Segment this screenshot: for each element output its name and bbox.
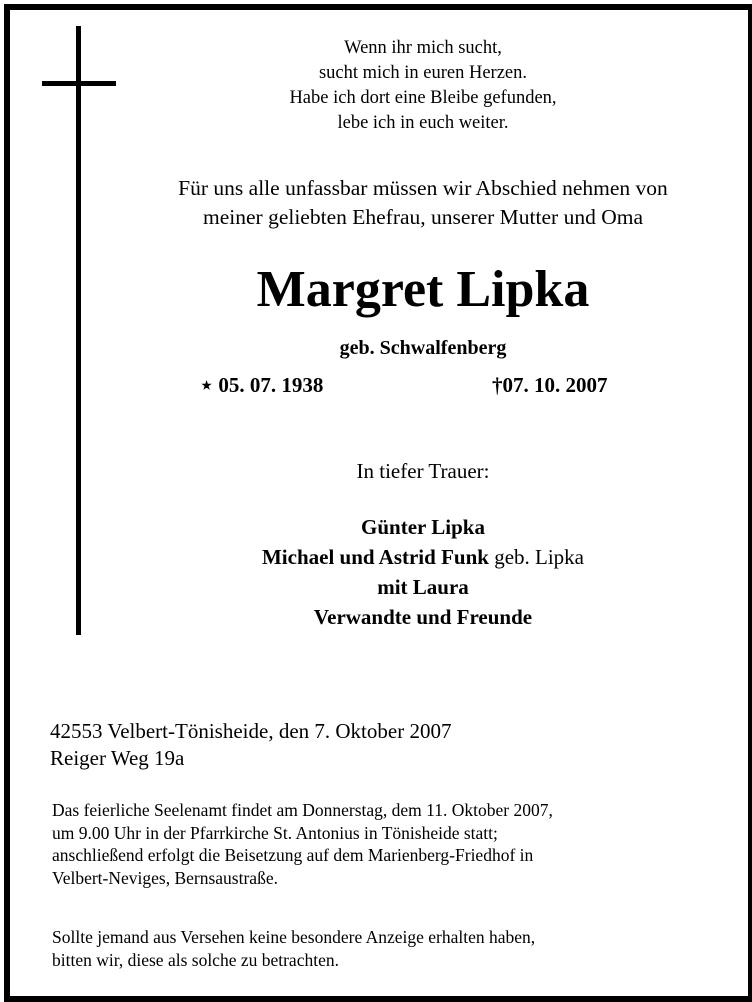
poem-line: Wenn ihr mich sucht, <box>344 38 502 58</box>
cross-icon <box>76 26 81 635</box>
intro-line: meiner geliebten Ehefrau, unserer Mutter und Oma <box>203 205 643 229</box>
poem-line: sucht mich in euren Herzen. <box>318 63 528 83</box>
address-line: 42553 Velbert-Tönisheide, den 7. Oktober 2007 <box>50 719 452 743</box>
death-date-value: 07. 10. 2007 <box>502 373 608 397</box>
intro-text <box>100 174 746 232</box>
family-member: mit Laura <box>377 575 469 599</box>
birth-date <box>200 370 323 400</box>
mourning-heading: In tiefer Trauer: <box>356 459 490 483</box>
notice-line: Das feierliche Seelenamt findet am Donnerstag, dem 11. Oktober 2007, <box>52 800 553 820</box>
star-icon: ⋆ <box>200 373 214 397</box>
maiden-name: geb. Schwalfenberg <box>339 337 507 359</box>
family-member-name: Michael und Astrid Funk <box>261 545 489 569</box>
poem-line: Habe ich dort eine Bleibe gefunden, <box>289 88 557 108</box>
address-line: Reiger Weg 19a <box>50 746 185 770</box>
family-list <box>100 512 746 632</box>
intro-line: Für uns alle unfassbar müssen wir Abschied nehmen von <box>178 176 668 200</box>
family-member: Verwandte und Freunde <box>313 605 533 629</box>
notice-line: Sollte jemand aus Versehen keine besondere Anzeige erhalten haben, <box>52 927 536 947</box>
death-date <box>492 370 608 400</box>
family-member <box>100 542 746 572</box>
notice-line: bitten wir, diese als solche zu betrachten. <box>52 949 339 970</box>
notice-line: anschließend erfolgt die Beisetzung auf dem Marienberg-Friedhof in <box>52 845 534 865</box>
birth-date-value: 05. 07. 1938 <box>218 373 324 397</box>
closing-notice <box>52 926 732 971</box>
deceased-name: Margret Lipka <box>256 261 590 318</box>
notice-line: Velbert-Neviges, Bernsaustraße. <box>52 867 278 888</box>
poem <box>100 36 746 136</box>
poem-line: lebe ich in euch weiter. <box>337 113 509 133</box>
address <box>50 718 451 772</box>
notice-line: um 9.00 Uhr in der Pfarrkirche St. Antonius in Tönisheide statt; <box>52 822 498 843</box>
family-member-note: geb. Lipka <box>488 545 585 569</box>
family-member: Günter Lipka <box>361 515 485 539</box>
funeral-notice <box>52 799 732 889</box>
dagger-icon: † <box>492 373 503 397</box>
